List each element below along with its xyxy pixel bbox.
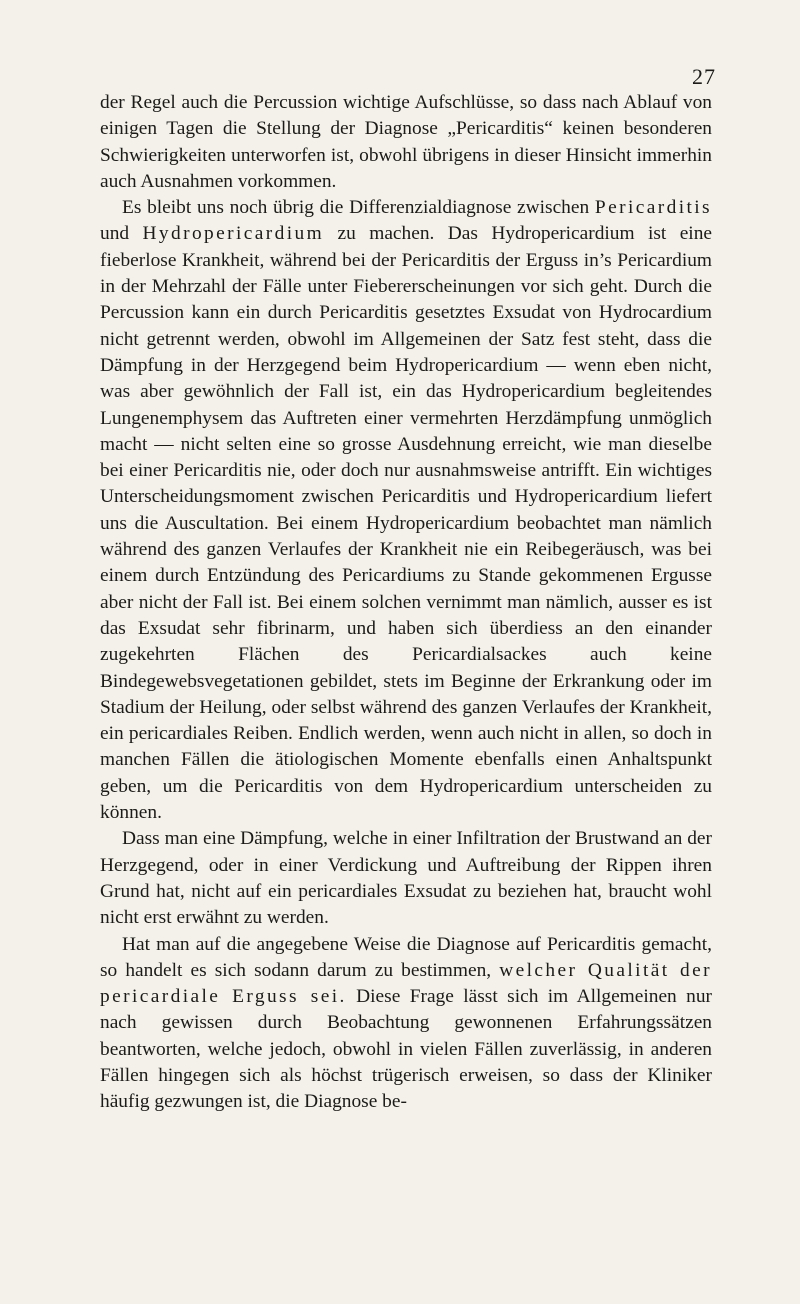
term-quality-question: welcher Qualität der pericardiale Erguss sei. [100, 959, 712, 1008]
term-pericarditis: Pericarditis [594, 197, 712, 219]
paragraph-4 [100, 932, 712, 1116]
paragraph-3 [100, 826, 712, 931]
paragraph-2-text-2: und [100, 223, 143, 245]
paragraph-4-text-2: Diese Frage lässt sich im Allgemeinen nur nach gewissen durch Beobachtung gewonnenen Erfahrungssätzen beantworten, welche jedoch, obwohl in vielen Fällen zuverlässig, in anderen Fällen hingegen sich als höchst trügerisch erweisen, so dass der Kliniker häufig gezwungen ist, die Diagnose be- [100, 986, 713, 1113]
paragraph-1-text: der Regel auch die Percussion wichtige Aufschlüsse, so dass nach Ablauf von einigen Tagen die Stellung der Diagnose „Pericarditis“ keinen besonderen Schwierigkeiten unterworfen ist, obwohl übrigens in dieser Hinsicht immerhin auch Ausnahmen vorkommen. [100, 92, 712, 192]
paragraph-2-text-1: Es bleibt uns noch übrig die Differenzialdiagnose zwischen [122, 197, 595, 219]
term-hydropericardium: Hydropericardium [142, 223, 325, 245]
page-number: 27 [692, 64, 716, 89]
paragraph-2-text-3: zu machen. Das Hydropericardium ist eine fieberlose Krankheit, während bei der Pericarditis der Erguss in’s Pericardium in der Mehrzahl der Fälle unter Fiebererscheinungen vor sich geht. Durch die Percussion kann ein durch Pericarditis gesetztes Exsudat von Hydrocardium nicht getrennt werden, obwohl im Allgemeinen der Satz fest steht, dass die Dämpfung in der Herzgegend beim Hydropericardium — wenn eben nicht, was aber gewöhnlich der Fall ist, ein das Hydropericardium begleitendes Lungenemphysem das Auftreten einer vermehrten Herzdämpfung unmöglich macht — nicht selten eine so grosse Ausdehnung erreicht, wie man dieselbe bei einer Pericarditis nie, oder doch nur ausnahmsweise antrifft. Ein wichtiges Unterscheidungsmoment zwischen Pericarditis und Hydropericardium liefert uns die Auscultation. Bei einem Hydropericardium beobachtet man nämlich während des ganzen Verlaufes der Krankheit nie ein Reibegeräusch, was bei einem durch Entzündung des Pericardiums zu Stande gekommenen Ergusse aber nicht der Fall ist. Bei einem solchen vernimmt man nämlich, ausser es ist das Exsudat sehr fibrinarm, und haben sich überdiess an den einander zugekehrten Flächen des Pericardialsackes auch keine Bindegewebsvegetationen gebildet, stets im Beginne der Erkrankung oder im Stadium der Heilung, oder selbst während des ganzen Verlaufes der Krankheit, ein pericardiales Reiben. Endlich werden, wenn auch nicht in allen, so doch in manchen Fällen die ätiologischen Momente ebenfalls einen Anhaltspunkt geben, um die Pericarditis von dem Hydropericardium unterscheiden zu können. [100, 223, 712, 824]
paragraph-2 [100, 195, 712, 826]
paragraph-3-text: Dass man eine Dämpfung, welche in einer Infiltration der Brustwand an der Herzgegend, oder in einer Verdickung und Auftreibung der Rippen ihren Grund hat, nicht auf ein pericardiales Exsudat zu beziehen hat, braucht wohl nicht erst erwähnt zu werden. [100, 828, 712, 929]
body-text [100, 90, 712, 1116]
paragraph-4-text-1: Hat man auf die angegebene Weise die Diagnose auf Pericarditis gemacht, so handelt es sich sodann darum zu bestimmen, [100, 933, 712, 981]
paragraph-1 [100, 90, 712, 195]
